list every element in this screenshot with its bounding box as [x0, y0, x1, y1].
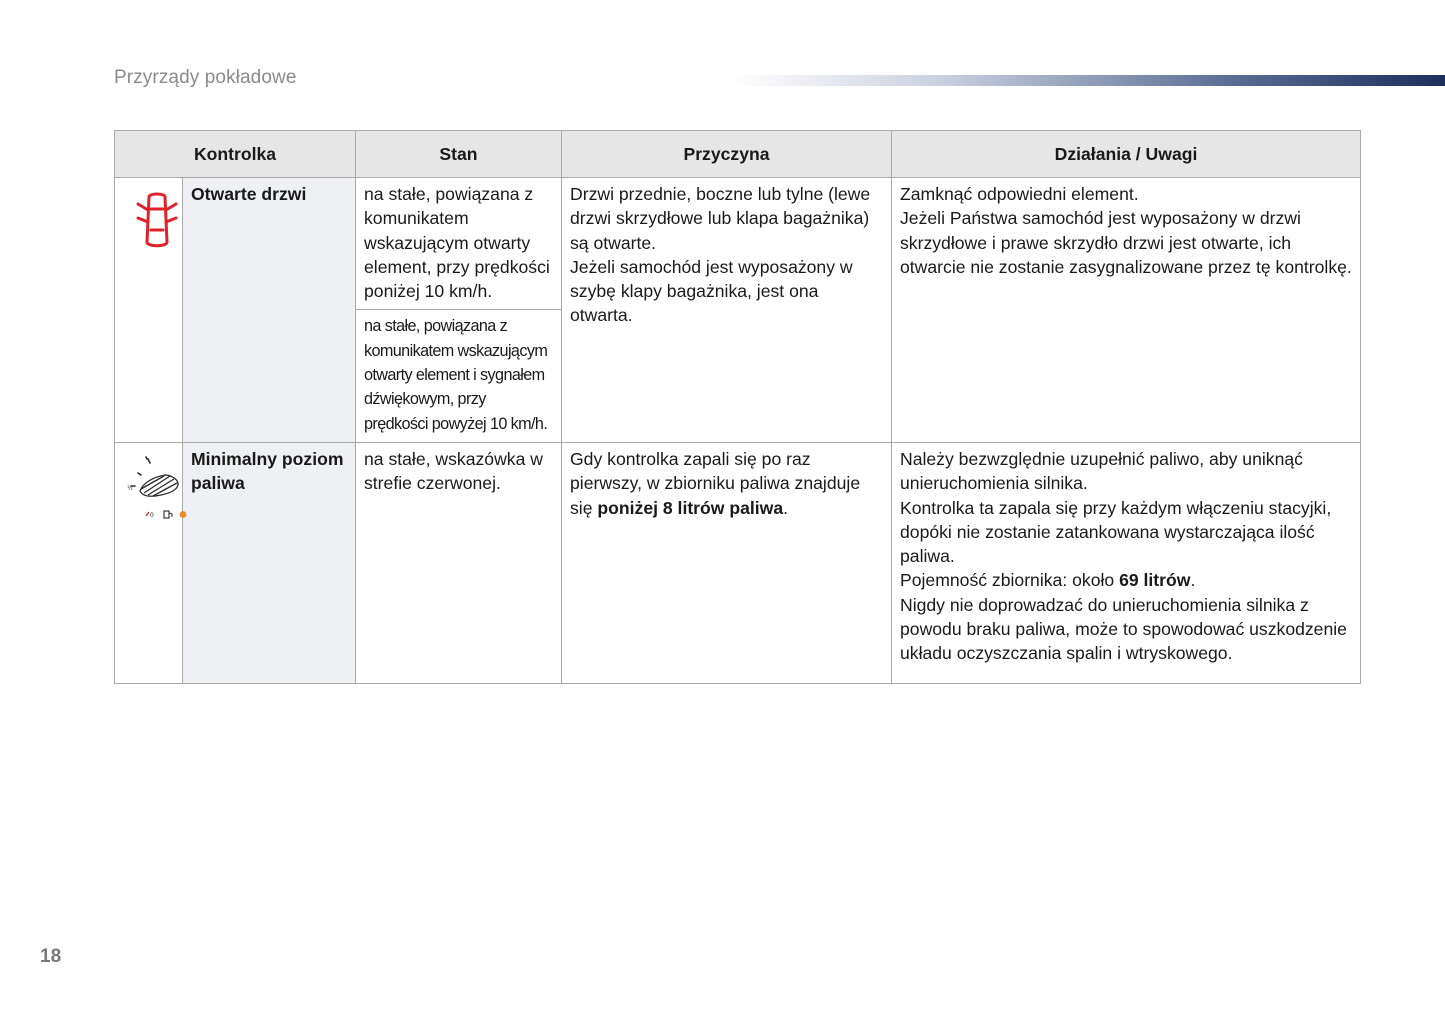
actions-cell — [892, 178, 1361, 443]
page-number: 18 — [40, 946, 62, 967]
cause-text-end: . — [783, 497, 789, 518]
capacity-end: . — [1190, 570, 1196, 591]
header-accent-bar — [730, 75, 1445, 86]
column-header-przyczyna: Przyczyna — [562, 131, 892, 178]
svg-text:½: ½ — [127, 484, 133, 492]
fuel-gauge-low-icon — [127, 453, 189, 523]
door-open-warning-icon — [134, 190, 180, 250]
state-cell: na stałe, powiązana z komunikatem wskazującym otwarty element i sygnałem dźwiękowym, przy prędkości powyżej 10 km/h. — [356, 310, 562, 442]
column-header-kontrolka: Kontrolka — [115, 131, 356, 178]
warning-name-cell: Otwarte drzwi — [183, 178, 356, 443]
actions-cell — [892, 442, 1361, 683]
capacity-label: Pojemność zbiornika: około — [900, 570, 1120, 591]
warning-lights-table — [114, 130, 1361, 684]
svg-text:0: 0 — [150, 511, 154, 519]
cause-bold-text: poniżej 8 litrów paliwa — [597, 497, 784, 518]
tank-capacity-text — [900, 568, 1352, 592]
capacity-value: 69 litrów — [1119, 570, 1191, 591]
cause-text: Gdy kontrolka zapali się po raz pierwszy, w zbiorniku paliwa znajduje się — [570, 448, 861, 518]
actions-text: Nigdy nie doprowadzać do unieruchomienia silnika z powodu braku paliwa, może to spowodować uszkodzenie układu oczyszczania spalin i wtryskowego. — [900, 594, 1347, 664]
section-title: Przyrządy pokładowe — [114, 67, 297, 88]
icon-cell — [115, 442, 183, 683]
table-row — [115, 178, 1361, 310]
column-header-dzialania: Działania / Uwagi — [892, 131, 1361, 178]
cause-text: Jeżeli samochód jest wyposażony w szybę klapy bagażnika, jest ona otwarta. — [570, 256, 853, 326]
state-cell: na stałe, wskazówka w strefie czerwonej. — [356, 442, 562, 683]
actions-text: Należy bezwzględnie uzupełnić paliwo, aby uniknąć unieruchomienia silnika. — [900, 448, 1303, 494]
cause-cell — [562, 178, 892, 443]
actions-text: Zamknąć odpowiedni element. — [900, 184, 1139, 204]
cause-cell — [562, 442, 892, 683]
actions-text: Kontrolka ta zapala się przy każdym włączeniu stacyjki, dopóki nie zostanie zatankowana wystarczająca ilość paliwa. — [900, 497, 1332, 567]
icon-cell — [115, 178, 183, 443]
cause-text: Drzwi przednie, boczne lub tylne (lewe drzwi skrzydłowe lub klapa bagażnika) są otwarte. — [570, 184, 871, 253]
actions-text: Jeżeli Państwa samochód jest wyposażony w drzwi skrzydłowe i prawe skrzydło drzwi jest otwarte, ich otwarcie nie zostanie zasygnalizowane przez tę kontrolkę. — [900, 208, 1352, 277]
column-header-stan: Stan — [356, 131, 562, 178]
table-row — [115, 442, 1361, 683]
table-header-row — [115, 131, 1361, 178]
warning-name-cell: Minimalny poziom paliwa — [183, 442, 356, 683]
state-cell: na stałe, powiązana z komunikatem wskazującym otwarty element, przy prędkości poniżej 10 km/h. — [356, 178, 562, 310]
